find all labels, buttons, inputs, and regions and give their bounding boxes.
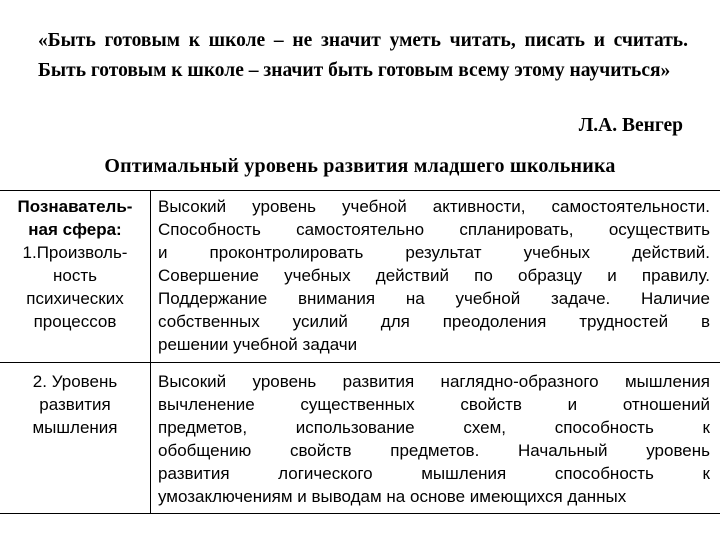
development-table (0, 190, 720, 514)
row-2-description-line: умозаключениям и выводам на основе имеющихся данных (158, 487, 627, 506)
row-2-description-line: обобщению свойств предметов. Начальный уровень (158, 441, 710, 460)
table-row-2-description (158, 370, 710, 508)
quote-text: «Быть готовым к школе – не значит уметь читать, писать и считать. Быть готовым к школе – значит быть готовым всему этому научиться» (38, 30, 688, 81)
row-1-description-line: решении учебной задачи (158, 335, 358, 354)
row-1-label-line: ность (53, 266, 97, 285)
section-title: Оптимальный уровень развития младшего школьника (104, 155, 616, 177)
table-row-2-label (0, 370, 150, 439)
row-1-label-line: Познаватель- (17, 197, 133, 216)
table-row-1-label (0, 195, 150, 333)
row-1-description-line: Совершение учебных действий по образцу и правилу. (158, 266, 710, 285)
row-1-label-line: 1.Произволь- (22, 243, 128, 262)
row-2-label-line: мышления (32, 418, 118, 437)
row-1-description-line: и проконтролировать результат учебных действий. (158, 243, 710, 262)
row-2-label-line: 2. Уровень (32, 372, 118, 391)
row-1-description-line: собственных усилий для преодоления трудностей в (158, 312, 710, 331)
row-2-label-line: развития (39, 395, 111, 414)
row-1-description-line: Высокий уровень учебной активности, самостоятельности. (158, 197, 710, 216)
row-2-description-line: Высокий уровень развития наглядно-образного мышления (158, 372, 710, 391)
row-1-description-line: Поддержание внимания на учебной задаче. Наличие (158, 289, 710, 308)
row-2-description-line: предметов, использование схем, способность к (158, 418, 710, 437)
row-2-description-line: развития логического мышления способность к (158, 464, 710, 483)
row-1-description-line: Способность самостоятельно спланировать, осуществить (158, 220, 710, 239)
row-1-label-line: процессов (33, 312, 117, 331)
row-1-label-line: психических (26, 289, 124, 308)
quote-author: Л.А. Венгер (578, 115, 683, 136)
table-bottom-border (0, 513, 720, 514)
row-2-description-line: вычленение существенных свойств и отношений (158, 395, 710, 414)
table-top-border (0, 190, 720, 191)
table-column-divider (150, 190, 151, 514)
table-row-1-description (158, 195, 710, 356)
row-1-label-line: ная сфера: (28, 220, 122, 239)
table-row-divider (0, 362, 720, 363)
